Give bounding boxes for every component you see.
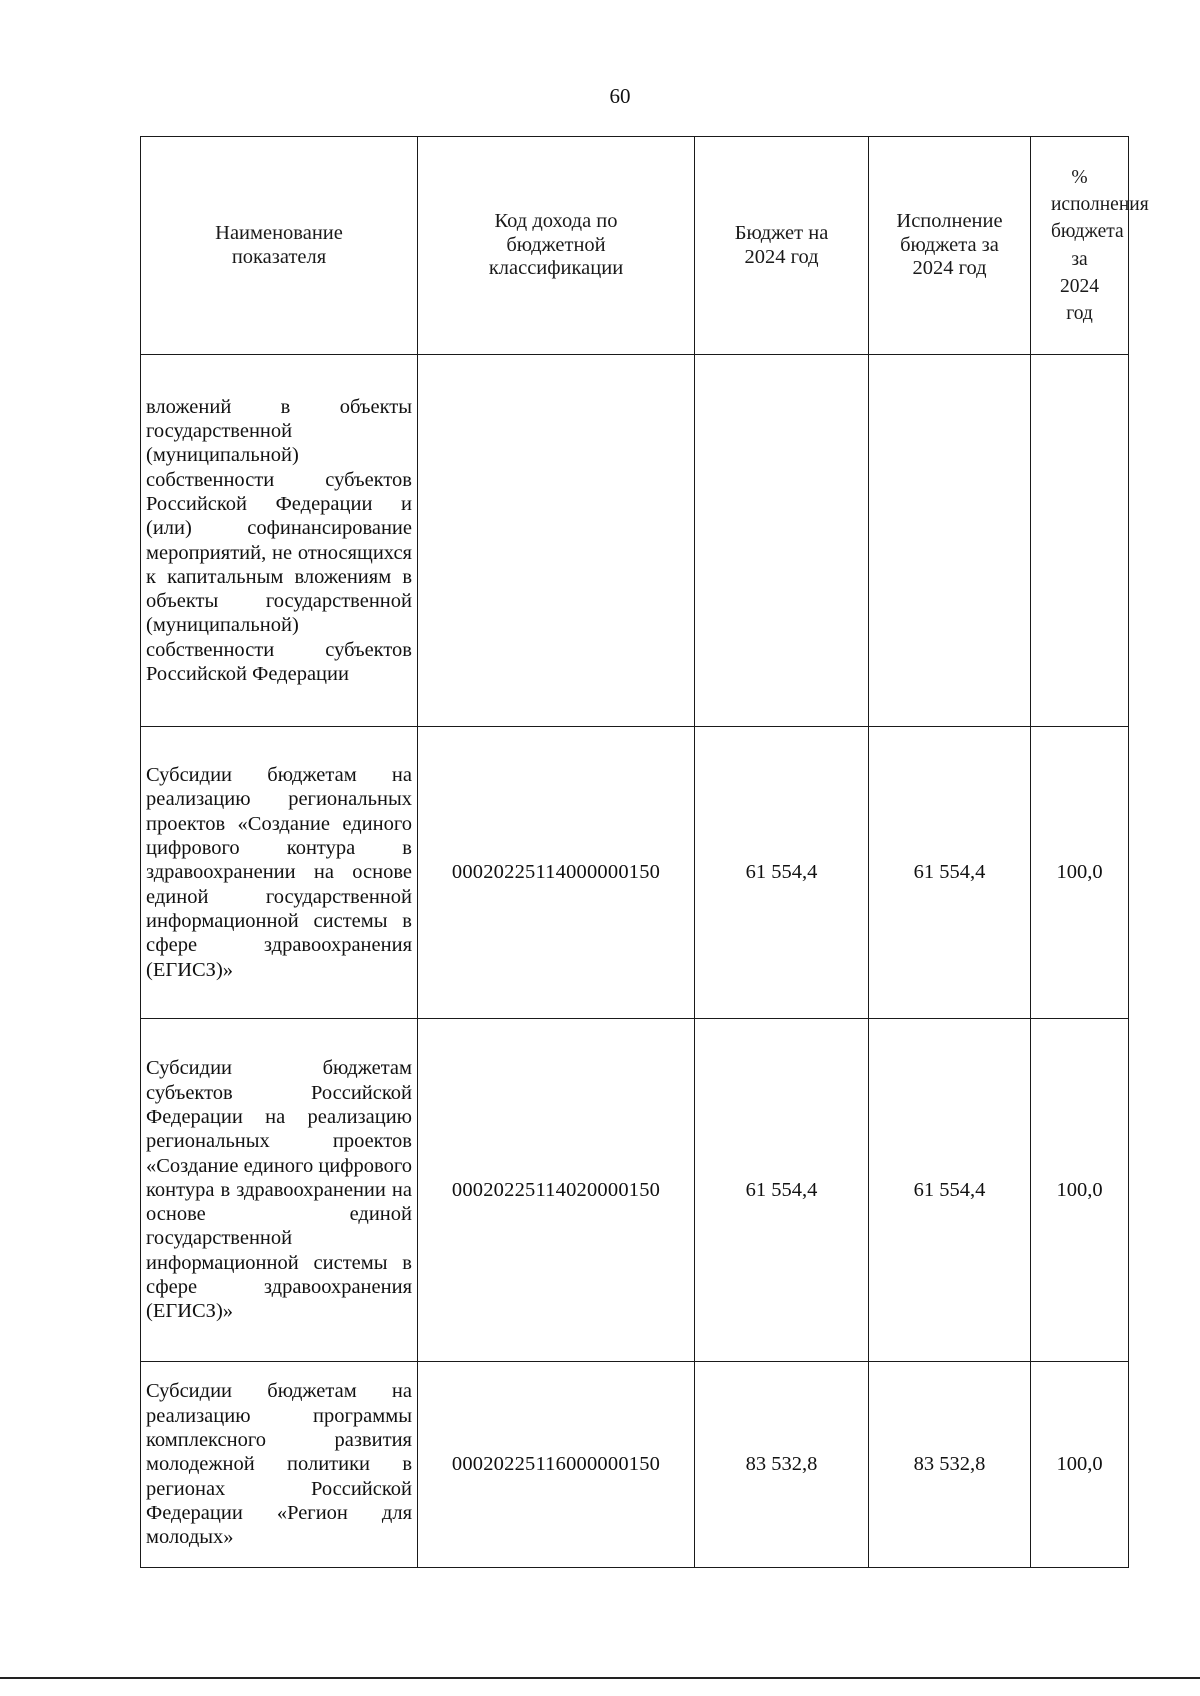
row-code: [418, 355, 695, 727]
row-budget: 83 532,8: [695, 1362, 869, 1568]
page-number: 60: [609, 84, 631, 108]
budget-execution-table: [140, 136, 1149, 1568]
row-budget: [695, 355, 869, 727]
header-name: Наименование показателя: [141, 137, 418, 355]
row-code: 00020225114000000150: [418, 727, 695, 1019]
bottom-rule: [0, 1677, 1200, 1679]
table-header-row: [141, 137, 1129, 355]
table-row: [141, 1019, 1129, 1362]
row-code: 00020225116000000150: [418, 1362, 695, 1568]
table-row: [141, 727, 1129, 1019]
row-name: Субсидии бюджетам на реализацию программы комплексного развития молодежной политики в регионах Российской Федерации «Регион для молодых»: [141, 1362, 418, 1568]
row-percent: 100,0: [1031, 1019, 1129, 1362]
row-budget: 61 554,4: [695, 1019, 869, 1362]
table-row: [141, 1362, 1129, 1568]
header-percent: % исполнения бюджета за 2024 год: [1031, 137, 1129, 355]
row-name: Субсидии бюджетам на реализацию региональных проектов «Создание единого цифрового контура в здравоохранении на основе единой государственной информационной системы в сфере здравоохранения (ЕГИСЗ)»: [141, 727, 418, 1019]
row-execution: [869, 355, 1031, 727]
row-budget: 61 554,4: [695, 727, 869, 1019]
row-name: вложений в объекты государственной (муниципальной) собственности субъектов Российской Федерации и (или) софинансирование мероприятий, не относящихся к капитальным вложениям в объекты государственной (муниципальной) собственности субъектов Российской Федерации: [141, 355, 418, 727]
row-percent: 100,0: [1031, 1362, 1129, 1568]
row-execution: 83 532,8: [869, 1362, 1031, 1568]
header-code: Код дохода по бюджетной классификации: [418, 137, 695, 355]
row-name: Субсидии бюджетам субъектов Российской Федерации на реализацию региональных проектов «Создание единого цифрового контура в здравоохранении на основе единой государственной информационной системы в сфере здравоохранения (ЕГИСЗ)»: [141, 1019, 418, 1362]
row-percent: 100,0: [1031, 727, 1129, 1019]
table-row: [141, 355, 1129, 727]
row-execution: 61 554,4: [869, 1019, 1031, 1362]
header-budget: Бюджет на 2024 год: [695, 137, 869, 355]
row-execution: 61 554,4: [869, 727, 1031, 1019]
row-code: 00020225114020000150: [418, 1019, 695, 1362]
header-execution: Исполнение бюджета за 2024 год: [869, 137, 1031, 355]
row-percent: [1031, 355, 1129, 727]
